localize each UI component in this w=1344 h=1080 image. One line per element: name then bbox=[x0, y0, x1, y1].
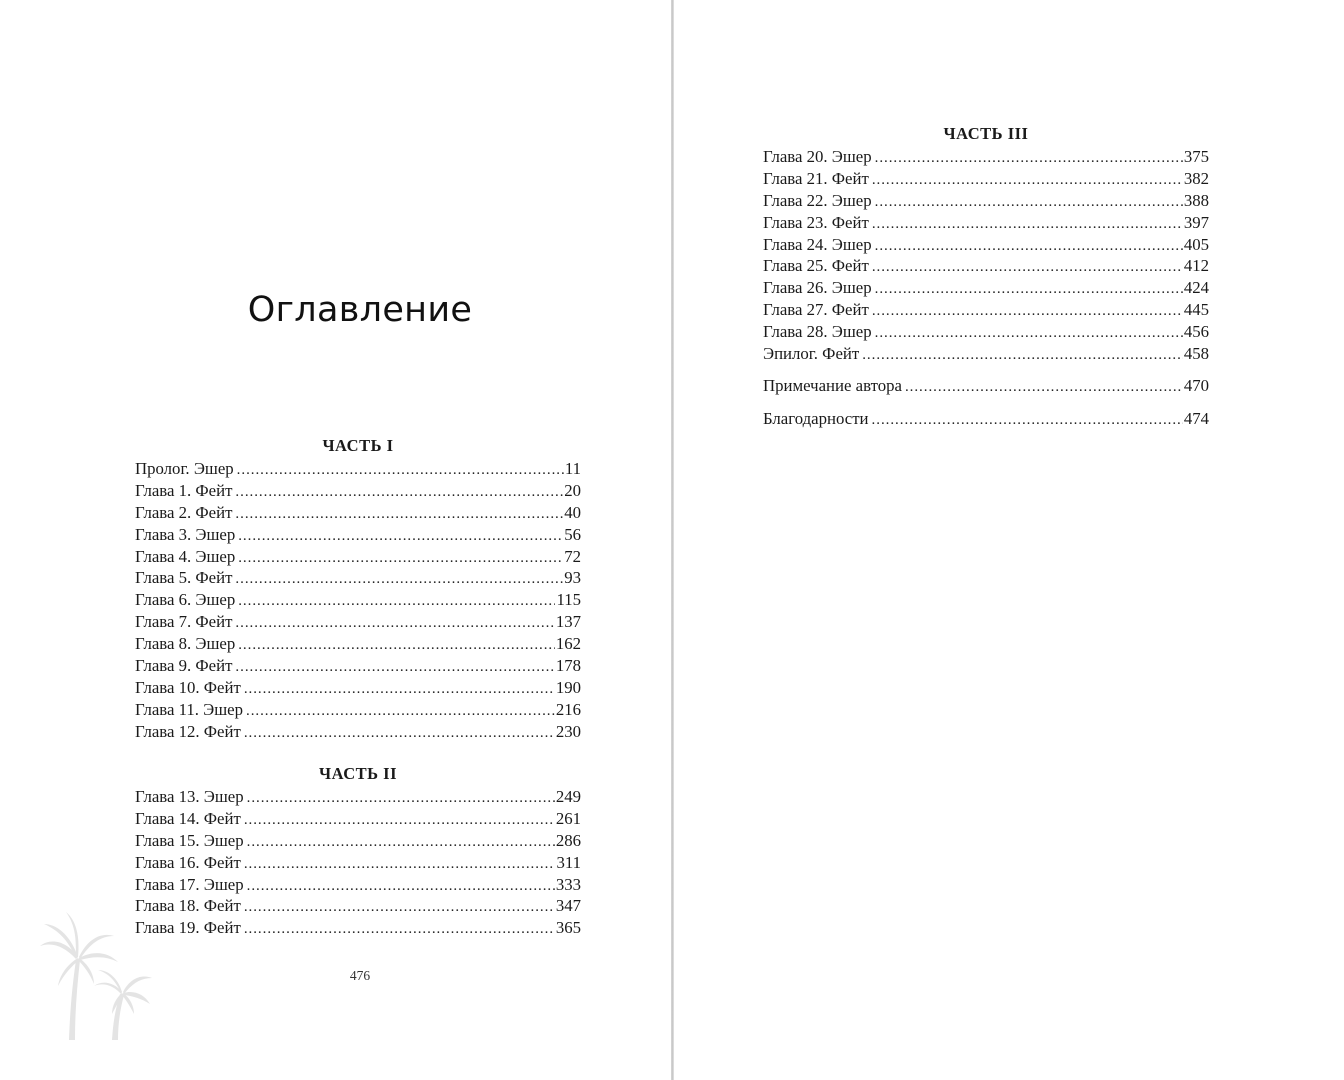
toc-entry bbox=[763, 190, 1209, 212]
toc-entry bbox=[763, 408, 1209, 430]
toc-entry bbox=[135, 589, 581, 611]
toc-entry-page: 40 bbox=[564, 502, 581, 522]
toc-entry-label: Глава 14. Фейт bbox=[135, 808, 241, 828]
book-spine bbox=[671, 0, 674, 1080]
palm-trees-icon bbox=[36, 912, 156, 1042]
right-page bbox=[676, 0, 1344, 1080]
toc-entry-page: 445 bbox=[1183, 300, 1209, 320]
toc-entry-label: Глава 22. Эшер bbox=[763, 190, 872, 210]
toc-entry bbox=[135, 567, 581, 589]
toc-entry-page: 333 bbox=[555, 874, 581, 894]
toc-entry-label: Глава 9. Фейт bbox=[135, 656, 233, 676]
dot-leader bbox=[875, 323, 1183, 345]
toc-entry-page: 190 bbox=[555, 677, 581, 697]
toc-entry bbox=[135, 655, 581, 677]
toc-entry-page: 261 bbox=[555, 808, 581, 828]
toc-entry bbox=[763, 212, 1209, 234]
toc-entry bbox=[135, 874, 581, 896]
toc-entry-page: 93 bbox=[564, 568, 581, 588]
dot-leader bbox=[875, 148, 1183, 170]
dot-leader bbox=[875, 192, 1183, 214]
toc-entry bbox=[763, 146, 1209, 168]
dot-leader bbox=[238, 635, 555, 657]
dot-leader bbox=[247, 788, 555, 810]
toc-entry-page: 456 bbox=[1183, 322, 1209, 342]
toc-entry-label: Примечание автора bbox=[763, 376, 902, 396]
toc-entry bbox=[135, 852, 581, 874]
toc-entry-label: Глава 13. Эшер bbox=[135, 787, 244, 806]
toc-entry-label: Глава 20. Эшер bbox=[763, 147, 872, 166]
toc-entry bbox=[763, 375, 1209, 397]
toc-entry-page: 382 bbox=[1183, 168, 1209, 188]
dot-leader bbox=[235, 613, 554, 635]
toc-entry bbox=[763, 343, 1209, 365]
toc-entry-label: Глава 6. Эшер bbox=[135, 590, 236, 610]
page-number: 476 bbox=[349, 968, 371, 983]
toc-entry-page: 388 bbox=[1183, 190, 1209, 210]
dot-leader bbox=[238, 526, 563, 548]
dot-leader bbox=[247, 876, 555, 898]
toc-entry bbox=[763, 321, 1209, 343]
part-heading-1: ЧАСТЬ I bbox=[322, 436, 394, 455]
toc-entry-label: Глава 11. Эшер bbox=[135, 699, 243, 719]
toc-entry-label: Глава 18. Фейт bbox=[135, 896, 241, 916]
part-2-entries bbox=[135, 786, 581, 939]
toc-entry-page: 412 bbox=[1183, 256, 1209, 276]
part-heading-2: ЧАСТЬ II bbox=[318, 764, 397, 783]
toc-entry-label: Глава 10. Фейт bbox=[135, 677, 241, 697]
toc-entry-page: 216 bbox=[555, 699, 581, 719]
toc-entry-page: 230 bbox=[555, 721, 581, 741]
toc-entry bbox=[135, 895, 581, 917]
toc-entry bbox=[135, 611, 581, 633]
toc-entry-label: Глава 2. Фейт bbox=[135, 502, 233, 522]
dot-leader bbox=[244, 897, 555, 919]
toc-entry-page: 424 bbox=[1183, 278, 1209, 298]
toc-entry-label: Глава 12. Фейт bbox=[135, 721, 241, 741]
toc-entry bbox=[135, 458, 581, 480]
dot-leader bbox=[872, 170, 1183, 192]
toc-entry-label: Глава 1. Фейт bbox=[135, 480, 233, 500]
part-heading-3: ЧАСТЬ III bbox=[943, 124, 1029, 143]
dot-leader bbox=[244, 679, 555, 701]
toc-entry-page: 470 bbox=[1183, 376, 1209, 396]
toc-entry-page: 458 bbox=[1183, 344, 1209, 363]
toc-entry-label: Глава 26. Эшер bbox=[763, 278, 872, 298]
dot-leader bbox=[244, 723, 555, 745]
toc-entry bbox=[135, 721, 581, 743]
toc-entry-label: Глава 17. Эшер bbox=[135, 874, 244, 894]
toc-entry bbox=[135, 633, 581, 655]
part-1-entries bbox=[135, 458, 581, 743]
dot-leader bbox=[872, 214, 1183, 236]
toc-entry-page: 56 bbox=[564, 524, 581, 544]
dot-leader bbox=[875, 236, 1183, 258]
dot-leader bbox=[872, 301, 1183, 323]
toc-entry bbox=[135, 546, 581, 568]
dot-leader bbox=[237, 460, 564, 482]
toc-entry-page: 375 bbox=[1183, 147, 1209, 166]
toc-entry-page: 405 bbox=[1183, 234, 1209, 254]
toc-entry bbox=[763, 234, 1209, 256]
toc-entry-label: Глава 21. Фейт bbox=[763, 168, 869, 188]
dot-leader bbox=[235, 482, 563, 504]
toc-entry bbox=[135, 786, 581, 808]
toc-entry-label: Глава 28. Эшер bbox=[763, 322, 872, 342]
toc-entry-label: Глава 19. Фейт bbox=[135, 918, 241, 938]
dot-leader bbox=[905, 377, 1183, 399]
dot-leader bbox=[247, 832, 555, 854]
toc-entry-label: Глава 24. Эшер bbox=[763, 234, 872, 254]
toc-entry-page: 115 bbox=[556, 590, 581, 610]
toc-entry-label: Глава 8. Эшер bbox=[135, 634, 236, 654]
toc-entry-label: Благодарности bbox=[763, 408, 869, 428]
toc-entry-page: 178 bbox=[555, 656, 581, 676]
dot-leader bbox=[244, 854, 556, 876]
toc-entry-label: Глава 7. Фейт bbox=[135, 612, 233, 632]
toc-entry-page: 347 bbox=[555, 896, 581, 916]
dot-leader bbox=[872, 410, 1183, 432]
toc-entry-page: 365 bbox=[555, 918, 581, 938]
dot-leader bbox=[235, 569, 563, 591]
dot-leader bbox=[244, 810, 555, 832]
toc-entry bbox=[763, 277, 1209, 299]
toc-entry bbox=[763, 255, 1209, 277]
toc-entry bbox=[135, 830, 581, 852]
toc-entry-page: 162 bbox=[555, 634, 581, 654]
toc-entry bbox=[135, 677, 581, 699]
dot-leader bbox=[235, 504, 563, 526]
dot-leader bbox=[244, 919, 555, 941]
toc-entry-page: 397 bbox=[1183, 212, 1209, 232]
toc-entry-page: 72 bbox=[564, 546, 581, 566]
toc-entry-page: 286 bbox=[555, 830, 581, 850]
toc-entry-page: 137 bbox=[555, 612, 581, 632]
toc-entry-label: Глава 16. Фейт bbox=[135, 852, 241, 872]
toc-entry-page: 311 bbox=[556, 852, 581, 872]
toc-entry bbox=[763, 168, 1209, 190]
back-matter-entries bbox=[763, 343, 1209, 429]
dot-leader bbox=[875, 279, 1183, 301]
toc-entry bbox=[135, 699, 581, 721]
toc-entry-label: Глава 25. Фейт bbox=[763, 256, 869, 276]
part-3-entries bbox=[763, 146, 1209, 343]
toc-entry-label: Глава 3. Эшер bbox=[135, 524, 236, 544]
toc-entry bbox=[135, 524, 581, 546]
toc-entry-label: Глава 23. Фейт bbox=[763, 212, 869, 232]
dot-leader bbox=[235, 657, 554, 679]
toc-entry-label: Эпилог. Фейт bbox=[763, 344, 860, 363]
toc-entry-label: Глава 4. Эшер bbox=[135, 546, 236, 566]
toc-entry-page: 11 bbox=[564, 459, 581, 478]
toc-entry-page: 20 bbox=[564, 480, 581, 500]
toc-entry-page: 249 bbox=[555, 787, 581, 806]
toc-entry bbox=[135, 917, 581, 939]
dot-leader bbox=[238, 548, 563, 570]
dot-leader bbox=[862, 345, 1183, 367]
toc-entry bbox=[763, 299, 1209, 321]
dot-leader bbox=[246, 701, 555, 723]
toc-entry-label: Пролог. Эшер bbox=[135, 459, 234, 478]
toc-entry bbox=[135, 808, 581, 830]
toc-entry-label: Глава 15. Эшер bbox=[135, 830, 244, 850]
dot-leader bbox=[238, 591, 555, 613]
toc-entry-page: 474 bbox=[1183, 408, 1209, 428]
dot-leader bbox=[872, 257, 1183, 279]
toc-entry bbox=[135, 480, 581, 502]
toc-entry-label: Глава 27. Фейт bbox=[763, 300, 869, 320]
toc-entry bbox=[135, 502, 581, 524]
page-title: Оглавление bbox=[247, 290, 473, 330]
toc-entry-label: Глава 5. Фейт bbox=[135, 568, 233, 588]
